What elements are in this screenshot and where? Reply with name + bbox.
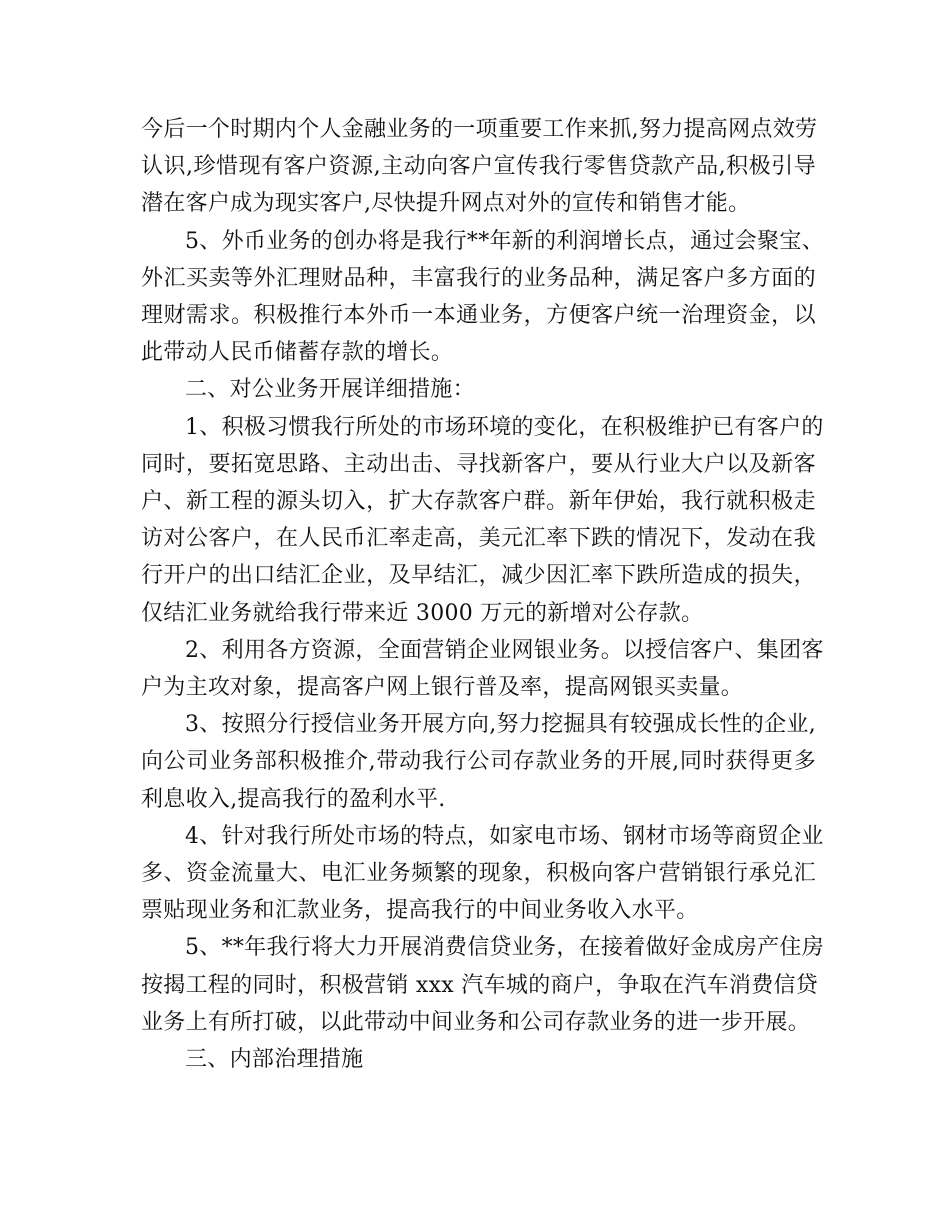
text-line: 仅结汇业务就给我行带来近 3000 万元的新增对公存款。 <box>141 600 704 626</box>
text-line: 外汇买卖等外汇理财品种，丰富我行的业务品种，满足客户多方面的 <box>141 265 816 291</box>
text-line: 理财需求。积极推行本外币一本通业务，方便客户统一治理资金，以 <box>141 303 816 329</box>
section-heading <box>141 371 816 408</box>
text-line: 1、积极习惯我行所处的市场环境的变化，在积极维护已有客户的 <box>185 414 824 440</box>
paragraph <box>141 706 816 818</box>
text-line: 票贴现业务和汇款业务，提高我行的中间业务收入水平。 <box>141 898 699 924</box>
text-line: 户为主攻对象，提高客户网上银行普及率，提高网银买卖量。 <box>141 675 744 701</box>
paragraph <box>141 818 824 930</box>
text-line: 访对公客户，在人民币汇率走高，美元汇率下跌的情况下，发动在我 <box>141 526 816 552</box>
paragraph <box>141 111 816 223</box>
text-line: 2、利用各方资源，全面营销企业网银业务。以授信客户、集团客 <box>185 637 824 663</box>
paragraph <box>141 409 824 632</box>
text-line: 5、外币业务的创办将是我行**年新的利润增长点，通过会聚宝、 <box>185 228 824 254</box>
text-line: 向公司业务部积极推介,带动我行公司存款业务的开展,同时获得更多 <box>141 749 816 775</box>
text-line: 行开户的出口结汇企业，及早结汇，减少因汇率下跌所造成的损失， <box>141 563 816 589</box>
paragraph <box>141 223 824 372</box>
text-line: 按揭工程的同时，积极营销 xxx 汽车城的商户，争取在汽车消费信贷 <box>141 972 819 998</box>
text-line: 3、按照分行授信业务开展方向,努力挖掘具有较强成长性的企业, <box>185 712 816 738</box>
text-line: 认识,珍惜现有客户资源,主动向客户宣传我行零售贷款产品,积极引导 <box>141 154 816 180</box>
text-line: 多、资金流量大、电汇业务频繁的现象，积极向客户营销银行承兑汇 <box>141 861 816 887</box>
paragraph <box>141 632 824 706</box>
text-line: 潜在客户成为现实客户,尽快提升网点对外的宣传和销售才能。 <box>141 191 751 217</box>
text-line: 业务上有所打破，以此带动中间业务和公司存款业务的进一步开展。 <box>141 1009 811 1035</box>
document-body <box>141 111 824 1078</box>
text-line: 利息收入,提高我行的盈利水平. <box>141 786 446 812</box>
text-line: 三、内部治理措施 <box>185 1047 364 1073</box>
text-line: 同时，要拓宽思路、主动出击、寻找新客户，要从行业大户以及新客 <box>141 451 816 477</box>
text-line: 二、对公业务开展详细措施： <box>185 377 475 403</box>
section-heading <box>141 1041 816 1078</box>
text-line: 此带动人民币储蓄存款的增长。 <box>141 340 454 366</box>
text-line: 4、针对我行所处市场的特点，如家电市场、钢材市场等商贸企业 <box>185 823 824 849</box>
text-line: 5、**年我行将大力开展消费信贷业务，在接着做好金成房产住房 <box>185 935 824 961</box>
text-line: 今后一个时期内个人金融业务的一项重要工作来抓,努力提高网点效劳 <box>141 117 818 142</box>
paragraph <box>141 929 824 1041</box>
text-line: 户、新工程的源头切入，扩大存款客户群。新年伊始，我行就积极走 <box>141 489 816 515</box>
